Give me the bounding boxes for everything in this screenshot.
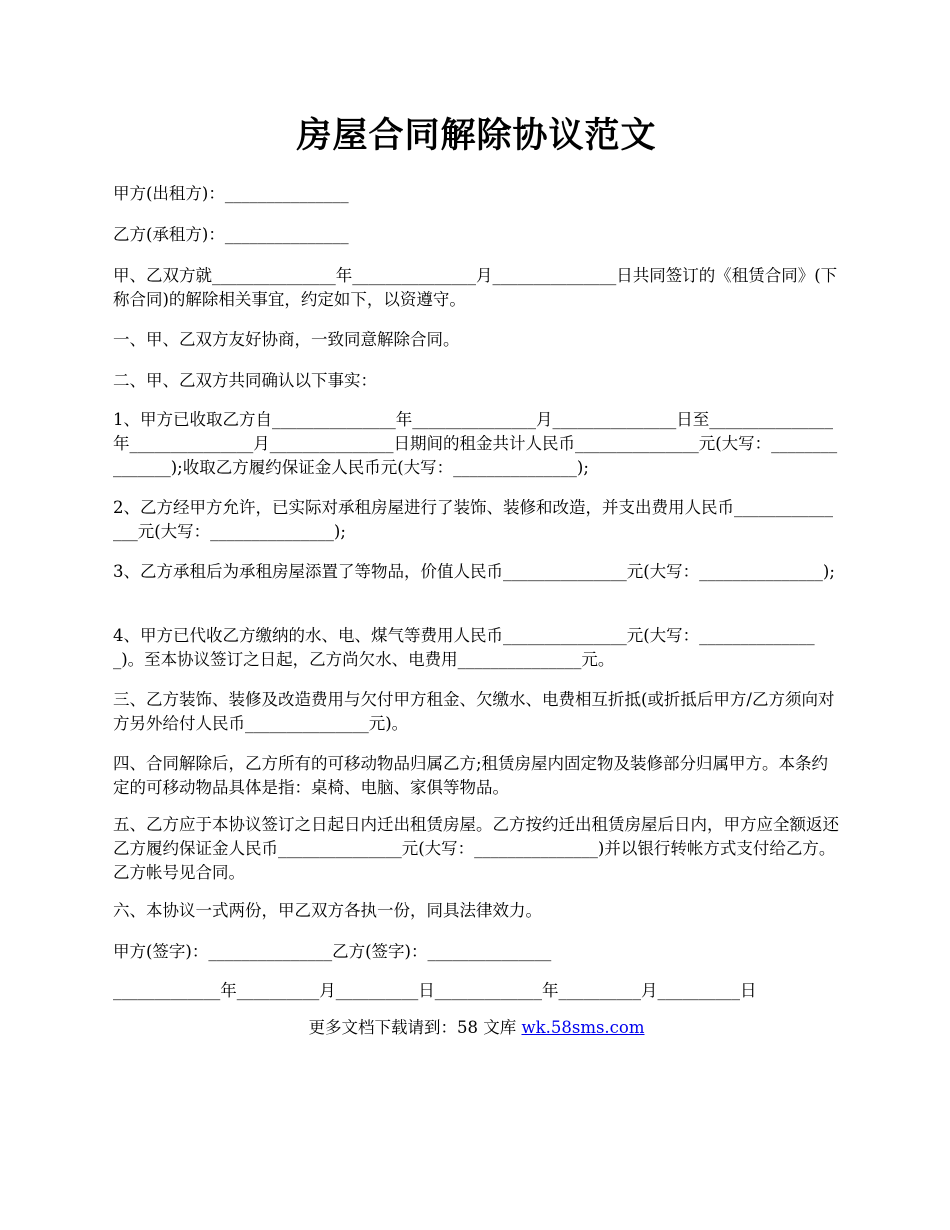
clause-6: 六、本协议一式两份，甲乙双方各执一份，同具法律效力。 — [113, 901, 542, 920]
signature-line: 甲方(签字)：_______________乙方(签字)：_______________ — [113, 942, 552, 961]
document-title: 房屋合同解除协议范文 — [296, 115, 657, 156]
fact-4: 4、甲方已代收乙方缴纳的水、电、煤气等费用人民币_______________元(大写：_______________)。至本协议签订之日起，乙方尚欠水、电费用_______________元。 — [113, 626, 815, 669]
party-a-line: 甲方(出租方)：_______________ — [113, 184, 349, 203]
party-b-line: 乙方(承租方)：_______________ — [113, 225, 349, 244]
footer-link[interactable]: wk.58sms.com — [521, 1018, 645, 1037]
footer-text: 更多文档下载请到：58 文库 — [308, 1018, 522, 1037]
fact-2: 2、乙方经甲方允许，已实际对承租房屋进行了装饰、装修和改造，并支出费用人民币_______________元(大写：_______________); — [113, 498, 833, 541]
clause-4: 四、合同解除后，乙方所有的可移动物品归属乙方;租赁房屋内固定物及装修部分归属甲方。本条约定的可移动物品具体是指：桌椅、电脑、家俱等物品。 — [113, 754, 829, 797]
clause-2: 二、甲、乙双方共同确认以下事实： — [113, 371, 377, 390]
fact-3: 3、乙方承租后为承租房屋添置了等物品，价值人民币_______________元(大写：_______________); — [113, 562, 835, 581]
fact-1: 1、甲方已收取乙方自_______________年_______________月_______________日至_______________年_______________月_______________日期间的租金共计人民币_______________元(大写：_______________);收取乙方履约保证金人民币元(大写：_______________); — [113, 410, 838, 477]
clause-3: 三、乙方装饰、装修及改造费用与欠付甲方租金、欠缴水、电费相互折抵(或折抵后甲方/乙方须向对方另外给付人民币_______________元)。 — [113, 690, 835, 733]
date-line: _____________年__________月__________日_____________年__________月__________日 — [113, 981, 757, 1000]
clause-5: 五、乙方应于本协议签订之日起日内迁出租赁房屋。乙方按约迁出租赁房屋后日内，甲方应全额返还乙方履约保证金人民币_______________元(大写：_______________)并以银行转帐方式支付给乙方。乙方帐号见合同。 — [113, 815, 839, 882]
intro-paragraph: 甲、乙双方就_______________年_______________月_______________日共同签订的《租赁合同》(下称合同)的解除相关事宜，约定如下，以资遵守。 — [113, 266, 838, 309]
footer — [113, 1016, 840, 1040]
clause-1: 一、甲、乙双方友好协商，一致同意解除合同。 — [113, 330, 460, 349]
